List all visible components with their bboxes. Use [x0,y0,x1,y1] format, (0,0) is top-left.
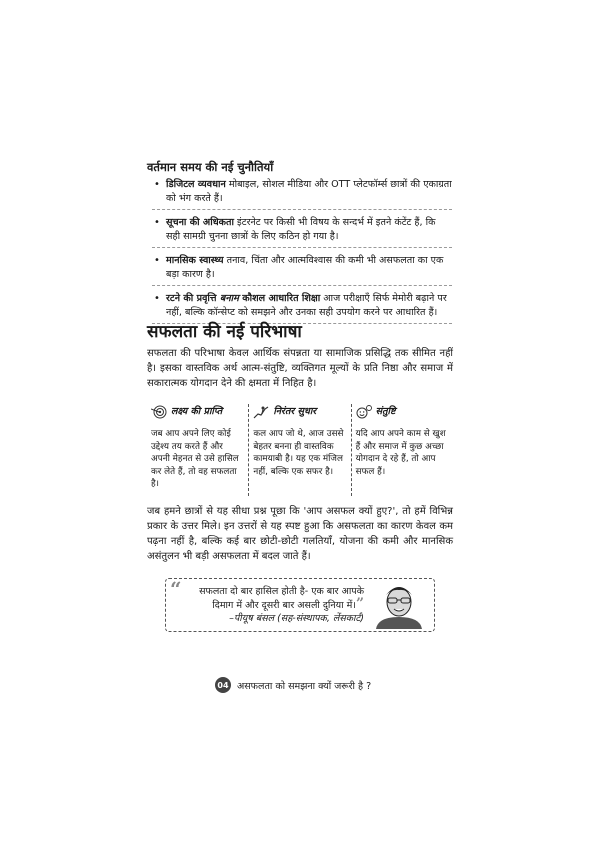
column-text: कल आप जो थे, आज उससे बेहतर बनना ही वास्तविक कामयाबी है। यह एक मंजिल नहीं, बल्कि एक सफर है। [253,429,344,477]
item-title: मानसिक स्वास्थ्य [166,255,224,266]
portrait-illustration [368,581,430,629]
challenges-heading: वर्तमान समय की नई चुनौतियाँ [147,160,274,174]
item-title: डिजिटल व्यवधान [166,179,226,190]
column-label: निरंतर सुधार [273,405,317,417]
column-text: जब आप अपने लिए कोई उद्देश्य तय करते हैं और अपनी मेहनत से उसे हासिल कर लेते हैं, तो वह सफलता है। [151,429,239,489]
item-text: तनाव, चिंता और आत्मविश्वास की कमी भी असफलता का एक बड़ा कारण है। [166,255,444,280]
item-title-2: कौशल आधारित शिक्षा [238,293,321,304]
item-text: मोबाइल, सोशल मीडिया और OTT प्लेटफॉर्म्स छात्रों की एकाग्रता को भंग करते हैं। [166,179,452,204]
paragraph-definition: सफलता की परिभाषा केवल आर्थिक संपन्नता या सामाजिक प्रसिद्धि तक सीमित नहीं है। इसका वास्तविक अर्थ आत्म-संतुष्टि, व्यक्तिगत मूल्यों के प्रति निष्ठा और समाज में सकारात्मक योगदान देने की क्षमता में निहित है। [147,348,453,389]
column-goal [147,404,248,496]
quote-body: सफलता दो बार हासिल होती है- एक बार आपके दिमाग में और दूसरी बार असली दुनिया में। [199,586,364,611]
quote-open-icon: “ [170,577,182,601]
column-label: संतुष्टि [375,405,396,417]
paragraph-reasons: जब हमने छात्रों से यह सीधा प्रश्न पूछा कि 'आप असफल क्यों हुए?', तो हमें विभिन्न प्रकार के उत्तर मिले। इन उत्तरों से यह स्पष्ट हुआ कि असफलता का कारण केवल कम पढ़ना नहीं है, बल्कि कई बार छोटी-छोटी गलतियाँ, योजना की कमी और मानसिक असंतुलन भी बड़ी असफलता में बदल जाते हैं। [147,506,453,562]
bullet-icon: • [154,179,160,190]
list-item [152,216,452,248]
column-satisfaction [351,404,453,496]
quote-box [165,578,435,632]
bullet-icon: • [154,255,160,266]
challenges-list [152,178,452,330]
footer-title: असफलता को समझना क्यों जरूरी है ? [237,680,372,692]
item-em: बनाम [219,293,239,304]
success-columns [147,404,453,496]
quote-close-icon: ” [355,596,364,612]
item-text: इंटरनेट पर किसी भी विषय के सन्दर्भ में इतने कंटेंट हैं, कि सही सामग्री चुनना छात्रों के लिए कठिन हो गया है। [166,217,436,242]
list-item [152,178,452,210]
column-label: लक्ष्य की प्राप्ति [171,405,223,417]
item-title: सूचना की अधिकता [166,217,234,228]
bullet-icon: • [154,217,160,228]
item-title: रटने की प्रवृत्ति [166,293,220,304]
page-number: 04 [215,677,231,693]
item-text: आज परीक्षाएँ सिर्फ मेमोरी बढ़ाने पर नहीं, बल्कि कॉन्सेप्ट को समझने और उनका सही उपयोग करने पर आधारित हैं। [166,293,447,318]
column-improvement [248,404,350,496]
target-icon [151,405,167,419]
bullet-icon: • [154,293,160,304]
list-item [152,254,452,286]
footer [215,677,371,693]
smiley-icon [356,405,372,419]
column-text: यदि आप अपने काम से खुश हैं और समाज में कुछ अच्छा योगदान दे रहे हैं, तो आप सफल हैं। [355,429,446,477]
quote-author: –पीयूष बंसल (सह-संस्थापक, लेंसकार्ट) [229,613,364,624]
climber-icon [253,405,269,419]
section-heading: सफलता की नई परिभाषा [147,322,302,342]
quote-text [194,585,364,625]
